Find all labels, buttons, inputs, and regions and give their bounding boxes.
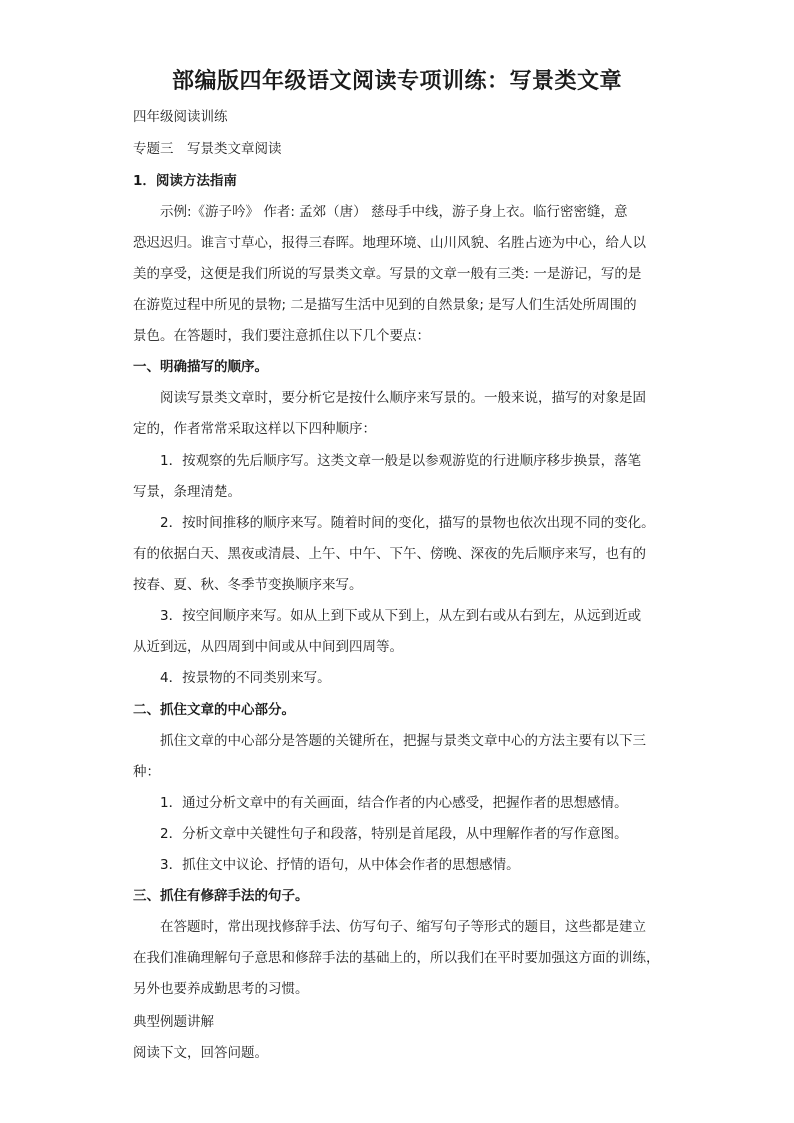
intro-line: 示例:《游子吟》 作者: 孟郊（唐） 慈母手中线，游子身上衣。临行密密缝，意 — [160, 204, 628, 220]
section1-item-line: 写景，条理清楚。 — [133, 484, 241, 500]
section1-item-line: 按春、夏、秋、冬季节变换顺序来写。 — [133, 577, 363, 593]
subtitle: 四年级阅读训练 — [133, 109, 228, 125]
section1-paragraph-line: 阅读写景类文章时，要分析它是按什么顺序来写景的。一般来说，描写的对象是固 — [160, 390, 646, 406]
section2-heading: 二、抓住文章的中心部分。 — [133, 702, 295, 718]
method-heading: 1．阅读方法指南 — [133, 173, 237, 189]
section1-item-line: 3．按空间顺序来写。如从上到下或从下到上，从左到右或从右到左，从远到近或 — [160, 608, 642, 624]
section3-paragraph-line: 在我们准确理解句子意思和修辞手法的基础上的，所以我们在平时要加强这方面的训练， — [133, 950, 660, 966]
section3-paragraph-line: 在答题时，常出现找修辞手法、仿写句子、缩写句子等形式的题目，这些都是建立 — [160, 919, 646, 935]
section1-item-line: 4．按景物的不同类别来写。 — [160, 670, 331, 686]
section1-heading: 一、明确描写的顺序。 — [133, 359, 268, 375]
section2-paragraph-line: 抓住文章的中心部分是答题的关键所在，把握与景类文章中心的方法主要有以下三 — [160, 733, 646, 749]
topic-line: 专题三 写景类文章阅读 — [133, 141, 282, 157]
intro-line: 在游览过程中所见的景物; 二是描写生活中见到的自然景象; 是写人们生活处所周围的 — [133, 297, 637, 313]
intro-line: 景色。在答题时，我们要注意抓住以下几个要点： — [133, 328, 430, 344]
section3-paragraph-line: 另外也要养成勤思考的习惯。 — [133, 981, 309, 997]
section2-item: 2．分析文章中关键性句子和段落，特别是首尾段，从中理解作者的写作意图。 — [160, 826, 628, 842]
instruction-line: 阅读下文，回答问题。 — [133, 1045, 268, 1061]
section1-item-line: 2．按时间推移的顺序来写。随着时间的变化，描写的景物也依次出现不同的变化。 — [160, 515, 655, 531]
example-heading: 典型例题讲解 — [133, 1014, 214, 1030]
section2-item: 3．抓住文中议论、抒情的语句，从中体会作者的思想感情。 — [160, 857, 520, 873]
section1-item-line: 1．按观察的先后顺序写。这类文章一般是以参观游览的行进顺序移步换景，落笔 — [160, 453, 642, 469]
section2-item: 1．通过分析文章中的有关画面，结合作者的内心感受，把握作者的思想感情。 — [160, 795, 628, 811]
section3-heading: 三、抓住有修辞手法的句子。 — [133, 888, 309, 904]
document-title: 部编版四年级语文阅读专项训练：写景类文章 — [171, 68, 622, 94]
section1-item-line: 有的依据白天、黑夜或清晨、上午、中午、下午、傍晚、深夜的先后顺序来写，也有的 — [133, 546, 646, 562]
intro-line: 美的享受，这便是我们所说的写景类文章。写景的文章一般有三类: 一是游记，写的是 — [133, 266, 642, 282]
intro-line: 恐迟迟归。谁言寸草心，报得三春晖。地理环境、山川风貌、名胜占迹为中心，给人以 — [133, 235, 646, 251]
section2-paragraph-line: 种： — [133, 764, 160, 780]
section1-paragraph-line: 定的，作者常常采取这样以下四种顺序： — [133, 421, 376, 437]
section1-item-line: 从近到远，从四周到中间或从中间到四周等。 — [133, 639, 403, 655]
